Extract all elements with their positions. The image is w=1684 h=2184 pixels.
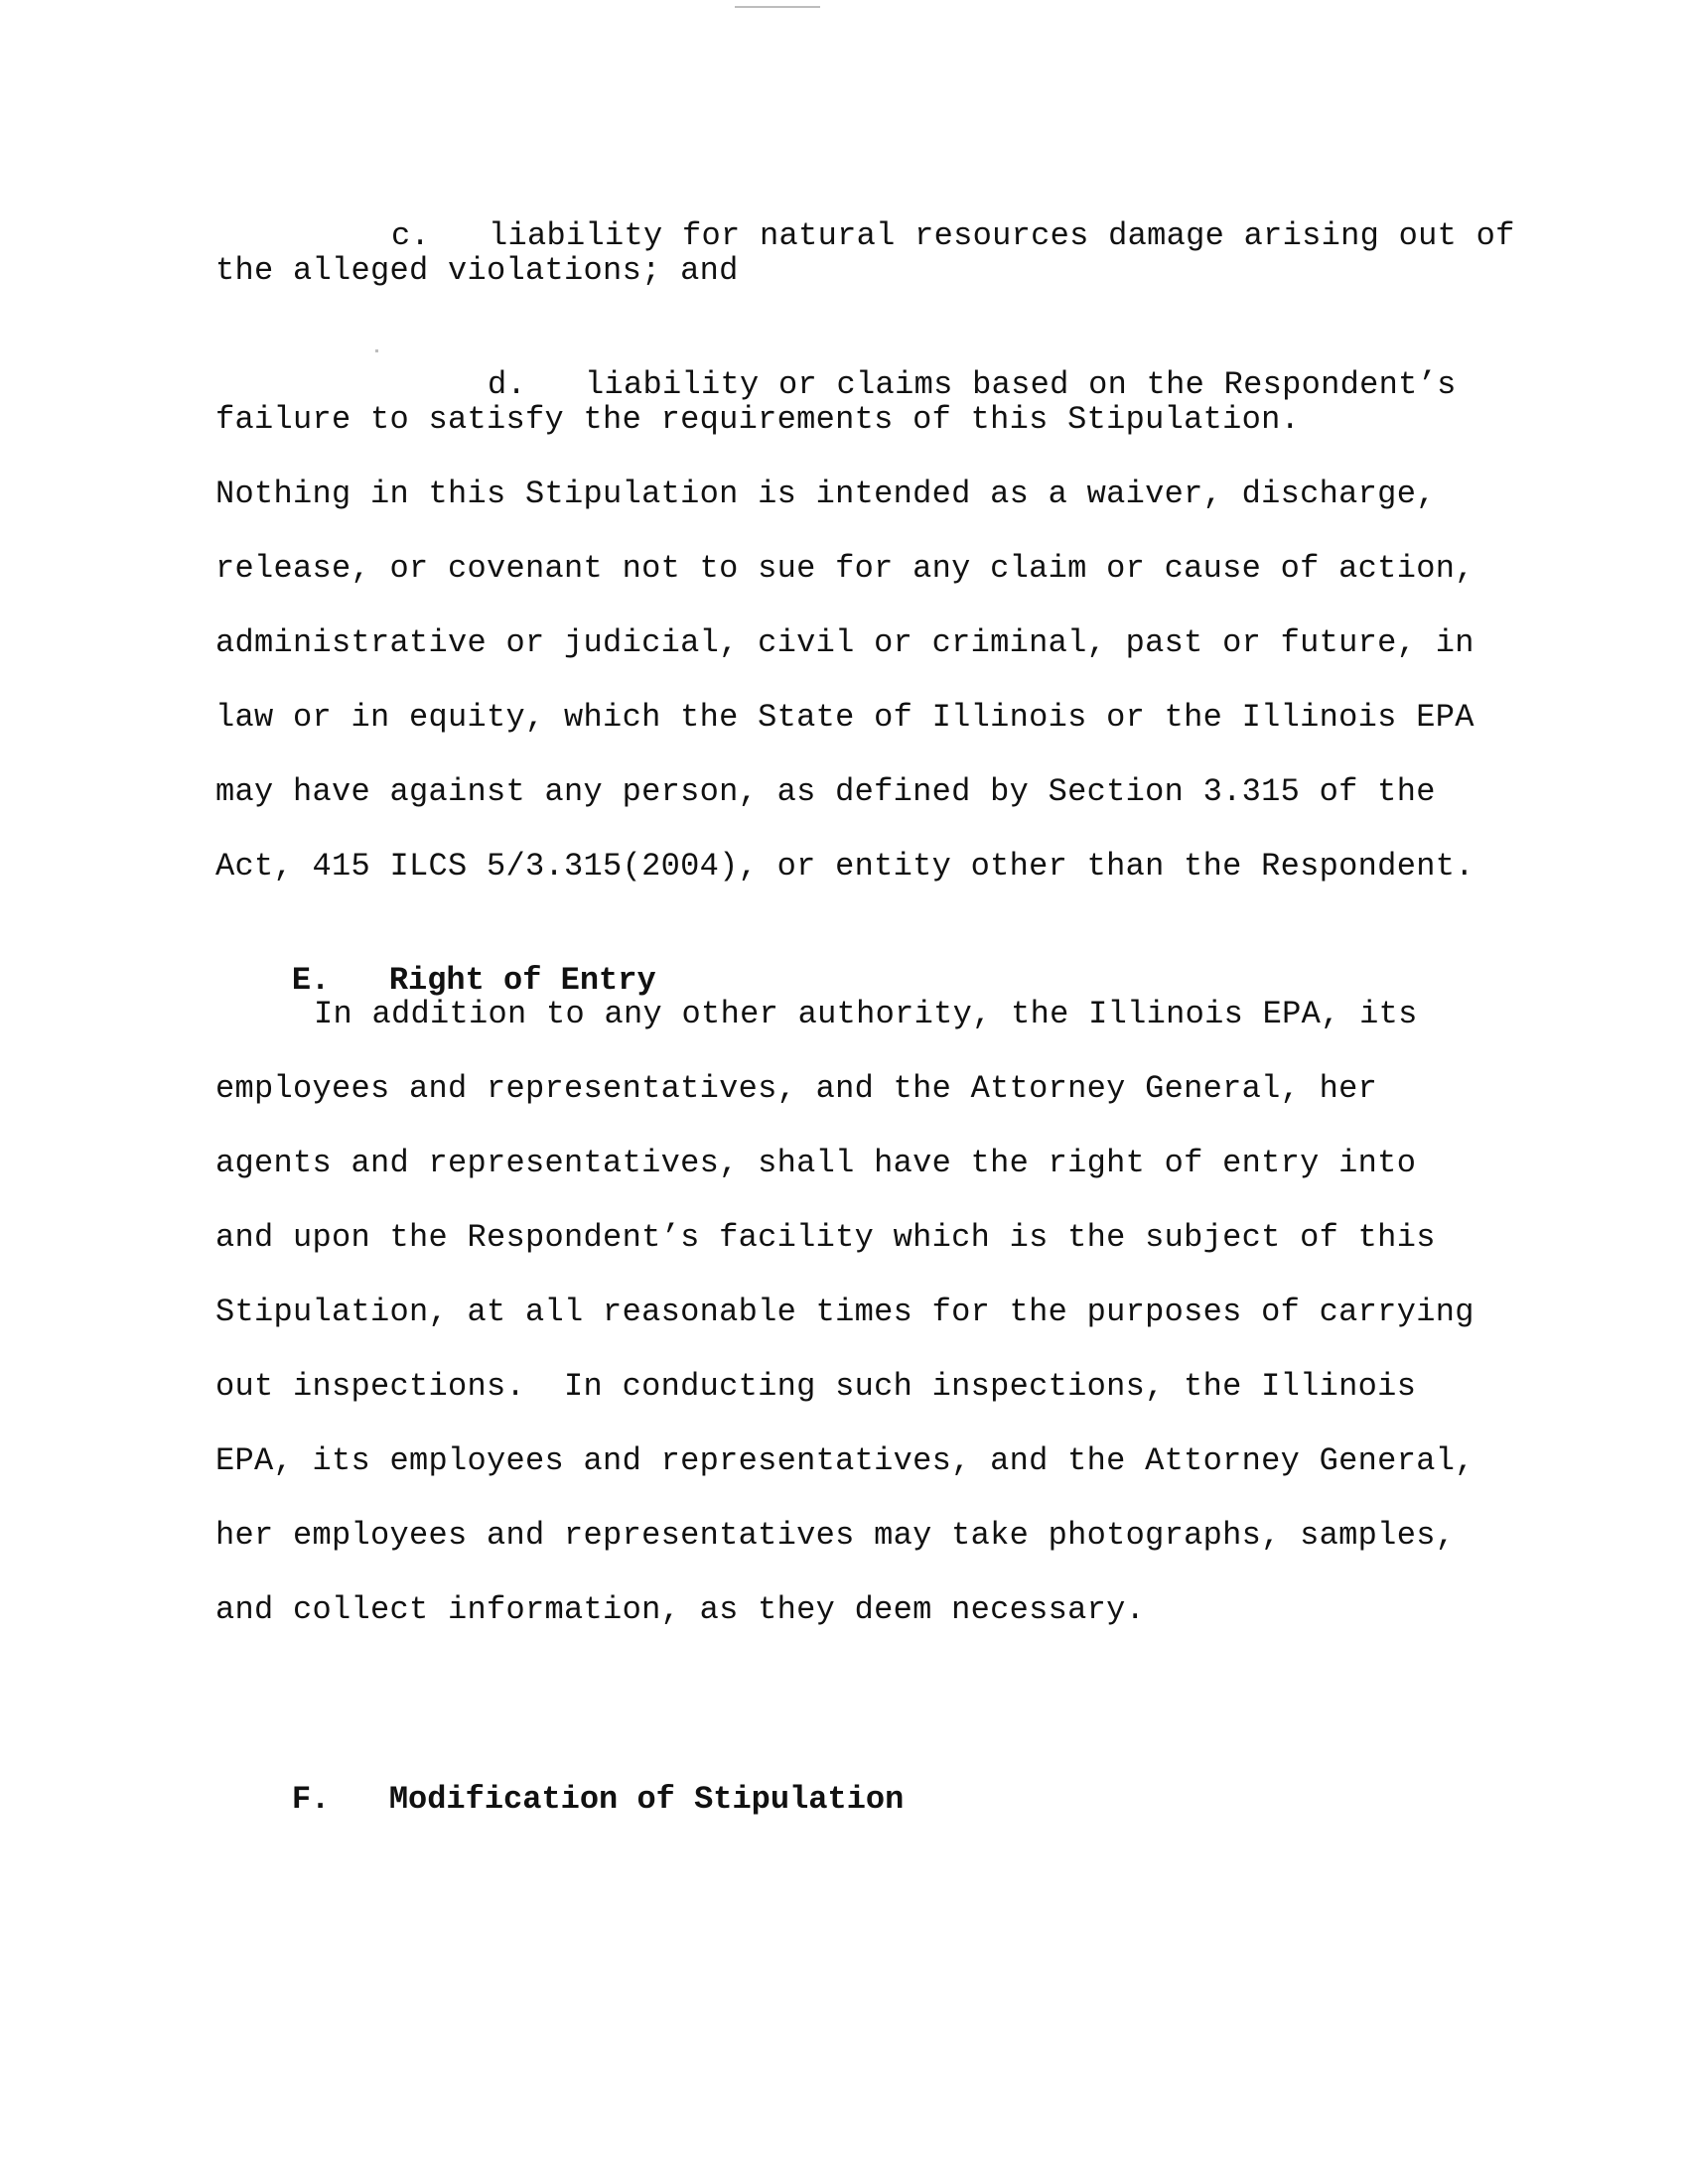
item-c-text: liability for natural resources damage arising out of [489,217,1515,254]
section-f-title: Modification of Stipulation [388,1781,905,1818]
section-e-line-4: and upon the Respondent’s facility which is the subject of this [215,1219,1436,1256]
item-d-line-2: failure to satisfy the requirements of this Stipulation. [215,401,1301,438]
section-e-line-5: Stipulation, at all reasonable times for the purposes of carrying [215,1294,1474,1330]
nothing-para-line-1: Nothing in this Stipulation is intended as a waiver, discharge, [215,476,1436,512]
section-e-line-6: out inspections. In conducting such inspections, the Illinois [215,1368,1417,1405]
section-e-line-2: employees and representatives, and the Attorney General, her [215,1070,1378,1107]
item-c-line-2: the alleged violations; and [215,252,739,289]
section-e-line-8: her employees and representatives may take photographs, samples, [215,1517,1456,1554]
nothing-para-line-6: Act, 415 ILCS 5/3.315(2004), or entity other than the Respondent. [215,848,1474,885]
section-e-title: Right of Entry [388,962,656,999]
item-d-label: d. [488,366,527,403]
scan-mark-dot [375,349,378,352]
item-d-text: liability or claims based on the Respondent’s [585,366,1457,403]
section-f-heading [215,1740,904,1859]
section-e-line-7: EPA, its employees and representatives, and the Attorney General, [215,1442,1474,1479]
item-c-label: c. [391,217,431,254]
section-e-line-9: and collect information, as they deem necessary. [215,1591,1146,1628]
nothing-para-line-3: administrative or judicial, civil or criminal, past or future, in [215,624,1474,661]
section-f-letter: F. [291,1781,331,1818]
nothing-para-line-4: law or in equity, which the State of Illinois or the Illinois EPA [215,699,1474,736]
nothing-para-line-5: may have against any person, as defined by Section 3.315 of the [215,773,1436,810]
section-e-letter: E. [291,962,331,999]
scan-mark-top [735,6,820,8]
section-e-line-3: agents and representatives, shall have the right of entry into [215,1145,1417,1181]
section-e-line-1: In addition to any other authority, the Illinois EPA, its [314,996,1418,1032]
nothing-para-line-2: release, or covenant not to sue for any claim or cause of action, [215,550,1474,587]
